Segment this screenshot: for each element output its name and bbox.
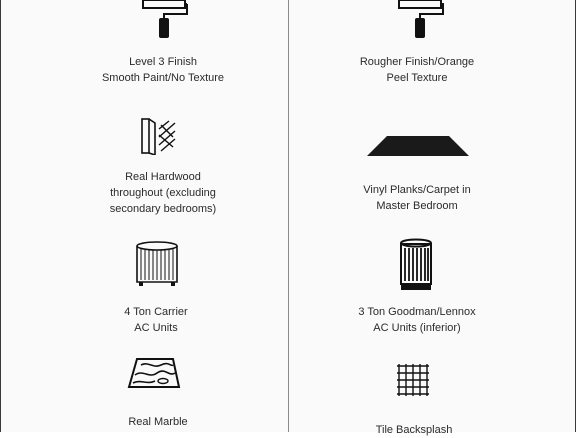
caption-goodman-ac	[297, 304, 537, 336]
caption-vinyl	[297, 182, 537, 214]
paint-roller-icon	[395, 0, 445, 40]
caption-line: Tile Backsplash	[375, 424, 453, 436]
caption-hardwood	[43, 169, 283, 217]
caption-line: Real Hardwood	[125, 171, 201, 183]
caption-line: Vinyl Planks/Carpet in	[363, 184, 471, 196]
caption-line: Rougher Finish/Orange	[359, 56, 475, 68]
caption-line: throughout (excluding	[110, 187, 216, 199]
caption-smooth-finish	[43, 54, 283, 86]
tile-grid-icon	[397, 364, 429, 396]
marble-icon	[127, 355, 181, 391]
column-divider	[288, 0, 289, 432]
caption-line: Level 3 Finish	[129, 56, 197, 68]
caption-line: Master Bedroom	[376, 200, 458, 212]
ac-unit-icon	[134, 240, 180, 288]
caption-marble	[38, 414, 278, 430]
vinyl-plank-icon	[365, 134, 471, 158]
cylinder-ac-icon	[397, 238, 435, 292]
caption-line: Smooth Paint/No Texture	[101, 72, 225, 84]
caption-line: Peel Texture	[386, 72, 448, 84]
caption-line: secondary bedrooms)	[109, 203, 217, 215]
caption-line: Real Marble	[128, 416, 188, 428]
caption-carrier-ac	[36, 304, 276, 336]
caption-line: AC Units (inferior)	[373, 322, 461, 334]
caption-line: 3 Ton Goodman/Lennox	[358, 306, 476, 318]
paint-roller-icon	[139, 0, 189, 40]
caption-tile	[294, 422, 534, 438]
caption-line: 4 Ton Carrier	[124, 306, 188, 318]
caption-line: AC Units	[134, 322, 178, 334]
caption-orange-peel	[297, 54, 537, 86]
hardwood-icon	[139, 117, 179, 155]
